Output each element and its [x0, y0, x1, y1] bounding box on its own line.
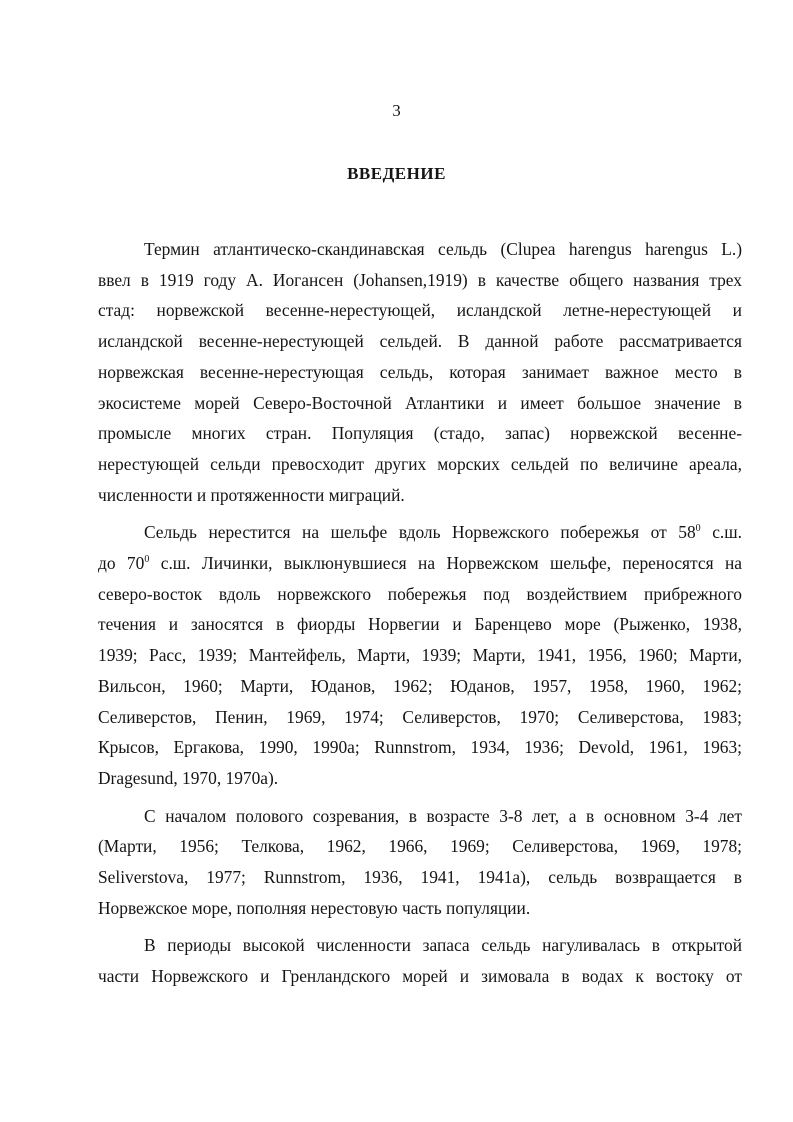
paragraph-line: 1939; Расс, 1939; Мантейфель, Марти, 1939; Марти, 1941, 1956, 1960; Марти,: [98, 645, 742, 666]
paragraph-1: [98, 234, 742, 510]
line-text: с.ш.: [700, 522, 743, 543]
paragraph-line: Термин атлантическо-скандинавская сельдь (Clupea harengus harengus L.): [144, 239, 742, 259]
body-text: [98, 234, 742, 992]
paragraph-line: норвежская весенне-нерестующая сельдь, которая занимает важное место в: [98, 361, 742, 382]
paragraph-line: (Марти, 1956; Телкова, 1962, 1966, 1969; Селиверстова, 1969, 1978;: [98, 836, 742, 857]
paragraph-line: Селиверстов, Пенин, 1969, 1974; Селиверстов, 1970; Селиверстова, 1983;: [98, 706, 742, 727]
paragraph-line: стад: норвежской весенне-нерестующей, исландской летне-нерестующей и: [98, 300, 742, 321]
paragraph-line: нерестующей сельди превосходит других морских сельдей по величине ареала,: [98, 453, 742, 474]
superscript-degree: 0: [144, 554, 150, 566]
paragraph-line: Вильсон, 1960; Марти, Юданов, 1962; Юданов, 1957, 1958, 1960, 1962;: [98, 675, 742, 696]
paragraph-line: Dragesund, 1970, 1970а).: [98, 767, 279, 788]
paragraph-line: течения и заносятся в фиорды Норвегии и Баренцево море (Рыженко, 1938,: [98, 614, 742, 635]
paragraph-line: ввел в 1919 году А. Иогансен (Johansen,1919) в качестве общего названия трех: [98, 269, 742, 290]
section-heading: ВВЕДЕНИЕ: [347, 164, 446, 183]
paragraph-line: промысле многих стран. Популяция (стадо, запас) норвежской весенне-: [98, 423, 742, 444]
paragraph-line: [98, 548, 742, 579]
superscript-degree: 0: [695, 523, 701, 535]
paragraph-line: Норвежское море, пополняя нерестовую часть популяции.: [98, 897, 531, 918]
paragraph-line: экосистеме морей Северо-Восточной Атлантики и имеет большое значение в: [98, 392, 742, 413]
paragraph-3: [98, 801, 742, 924]
line-text: Сельдь нерестится на шельфе вдоль Норвежского побережья от 58: [144, 522, 696, 543]
paragraph-line: исландской весенне-нерестующей сельдей. В данной работе рассматривается: [98, 331, 742, 352]
paragraph-2: [98, 517, 742, 793]
paragraph-line: В периоды высокой численности запаса сельдь нагуливалась в открытой: [144, 935, 742, 956]
line-text: до 70: [98, 553, 145, 574]
paragraph-line: С началом полового созревания, в возрасте 3-8 лет, а в основном 3-4 лет: [144, 805, 742, 826]
line-text: с.ш. Личинки, выклюнувшиеся на Норвежском шельфе, переносятся на: [149, 553, 742, 574]
paragraph-line: Крысов, Ергакова, 1990, 1990а; Runnstrom, 1934, 1936; Devold, 1961, 1963;: [98, 737, 742, 758]
paragraph-line: [98, 517, 742, 548]
paragraph-line: Seliverstova, 1977; Runnstrom, 1936, 1941, 1941а), сельдь возвращается в: [98, 867, 742, 888]
paragraph-line: численности и протяженности миграций.: [98, 484, 405, 505]
paragraph-line: части Норвежского и Гренландского морей и зимовала в водах к востоку от: [98, 966, 742, 987]
paragraph-4: [98, 930, 742, 991]
paragraph-line: северо-восток вдоль норвежского побережья под воздействием прибрежного: [98, 583, 742, 604]
page-number: 3: [392, 101, 401, 120]
